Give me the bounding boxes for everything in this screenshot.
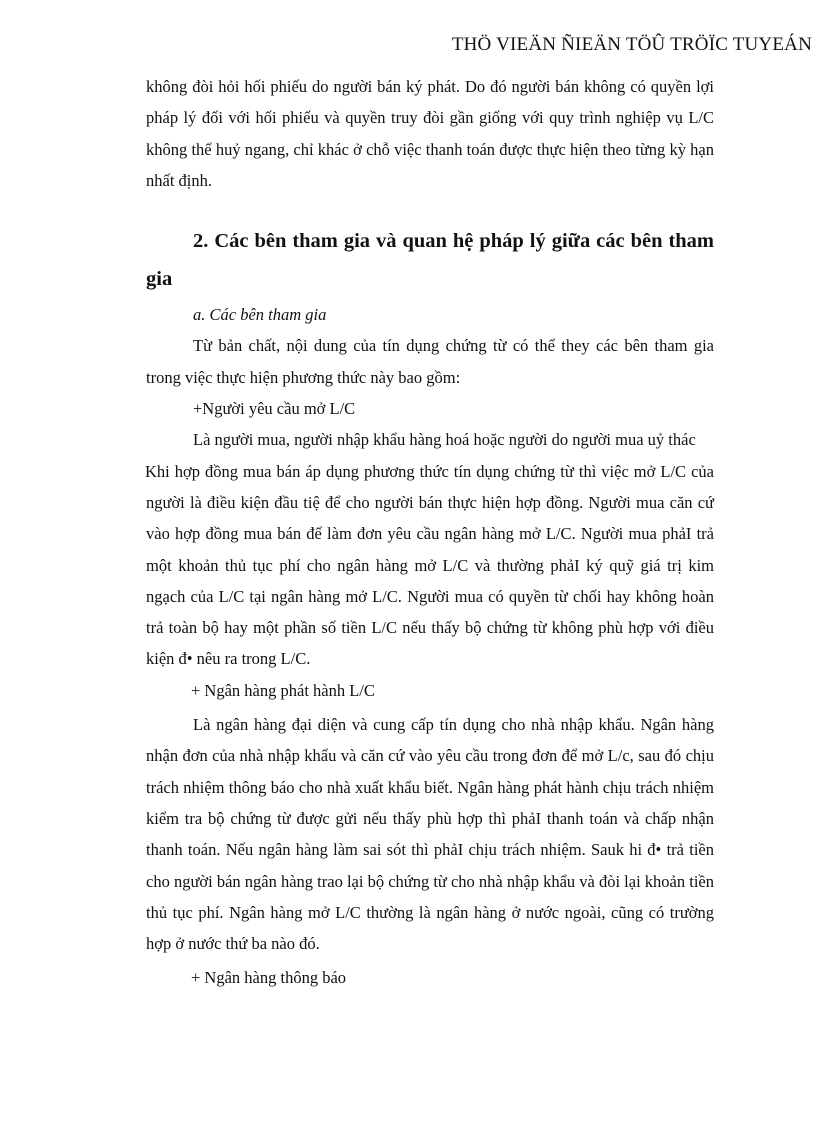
- item-heading-issuing-bank: + Ngân hàng phát hành L/C: [191, 680, 375, 700]
- subsection-heading: a. Các bên tham gia: [193, 305, 327, 325]
- section-heading: 2. Các bên tham gia và quan hệ pháp lý giữa các bên tham gia: [146, 230, 714, 291]
- page-header: THÖ VIEÄN ÑIEÄN TÖÛ TRÖÏC TUYEÁN: [451, 34, 812, 55]
- item-heading-advising-bank: + Ngân hàng thông báo: [191, 968, 347, 988]
- paragraph-intro: Từ bản chất, nội dung của tín dụng chứng từ có thể they các bên tham gia trong việc thực hiện phương thức này bao gồm:: [146, 336, 714, 387]
- paragraph-issuing-bank: Là ngân hàng đại diện và cung cấp tín dụng cho nhà nhập khẩu. Ngân hàng nhận đơn của nhà nhập khẩu và căn cứ vào yêu cầu trong đơn để mở L/c, sau đó chịu trách nhiệm thông báo cho nhà xuất khẩu biết. Ngân hàng phát hành chịu trách nhiệm kiểm tra bộ chứng từ được gửi nếu thấy phù hợp thì phảI thanh toán và chấp nhận thanh toán. Nếu ngân hàng làm sai sót thì phảI chịu trách nhiệm. Sauk hi đ• trả tiền cho người bán ngân hàng trao lại bộ chứng từ cho nhà nhập khẩu và đòi lại khoản tiền thủ tục phí. Ngân hàng mở L/C thường là ngân hàng ở nước ngoài, cũng có trường hợp ở nước thứ ba nào đó.: [146, 715, 714, 954]
- document-body: [146, 71, 714, 994]
- paragraph-applicant-definition: Là người mua, người nhập khẩu hàng hoá hoặc người do người mua uỷ thác: [193, 430, 696, 450]
- paragraph-continuation: không đòi hỏi hối phiếu do người bán ký phát. Do đó người bán không có quyền lợi pháp lý đối với hối phiếu và quyền truy đòi gần giống với quy trình nghiệp vụ L/C không thể huỷ ngang, chỉ khác ở chỗ việc thanh toán được thực hiện theo từng kỳ hạn nhất định.: [146, 77, 714, 190]
- paragraph-applicant-duties: Khi hợp đồng mua bán áp dụng phương thức tín dụng chứng từ thì việc mở L/C của người là điều kiện đầu tiệ để cho người bán thực hiện hợp đồng. Người mua căn cứ vào hợp đồng mua bán để làm đơn yêu cầu ngân hàng mở L/C. Người mua phảI trả một khoản thủ tục phí cho ngân hàng mở L/C và thường phảI ký quỹ giá trị kim ngạch của L/C tại ngân hàng mở L/C. Người mua có quyền từ chối hay không hoàn trả toàn bộ hay một phần số tiền L/C nếu thấy bộ chứng từ không phù hợp với điều kiện đ• nêu ra trong L/C.: [145, 461, 714, 669]
- item-heading-applicant: +Người yêu cầu mở L/C: [193, 399, 356, 419]
